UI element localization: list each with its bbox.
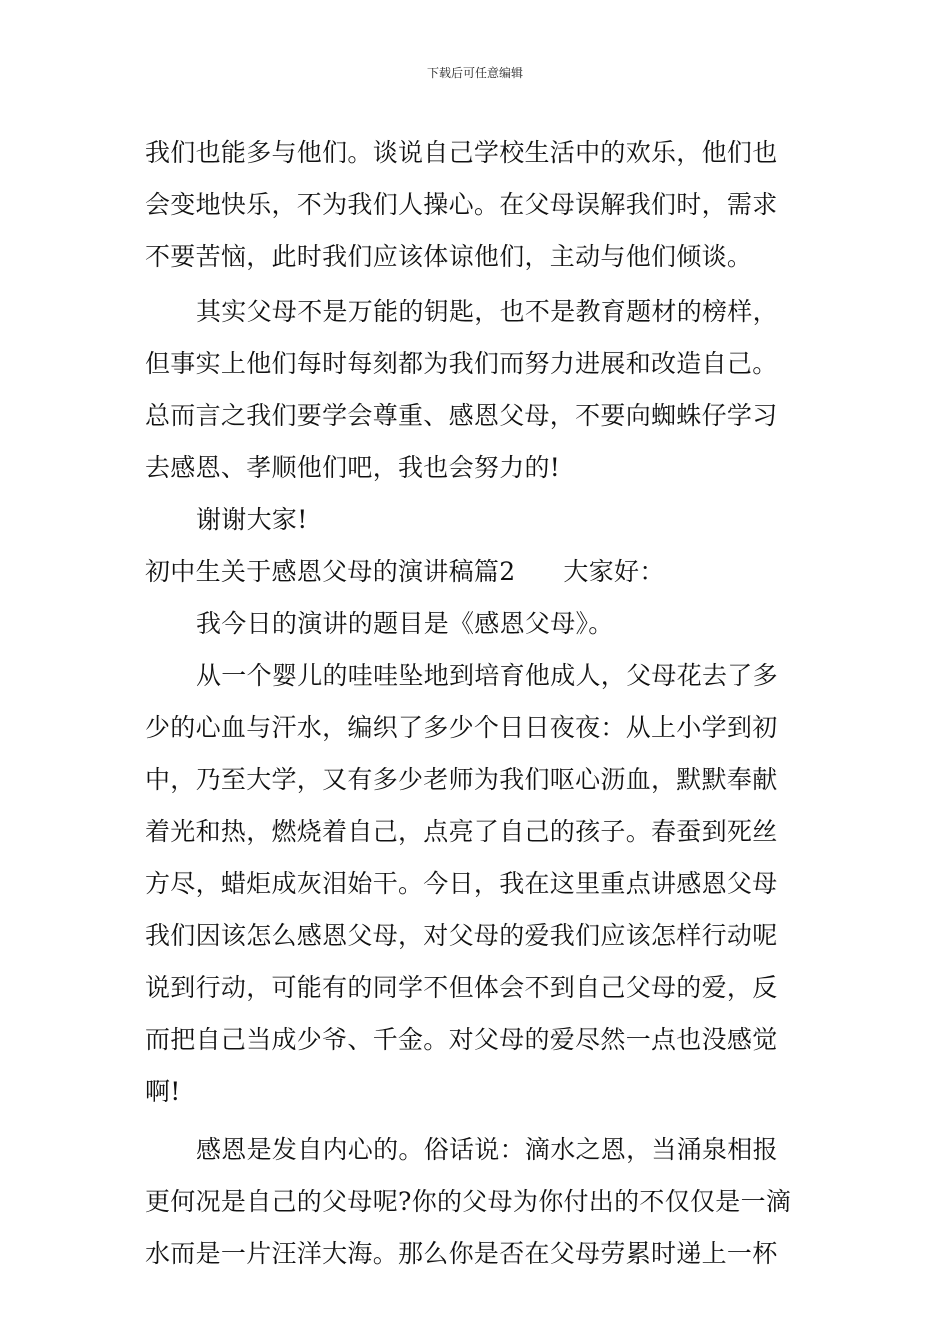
paragraph-first-line: 从一个婴儿的哇哇坠地到培育他成人，父母花去了多: [196, 661, 778, 690]
section-title: 初中生关于感恩父母的演讲稿篇2: [145, 557, 516, 586]
closing-thanks: 谢谢大家!: [196, 505, 308, 534]
text-line: 更何况是自己的父母呢?你的父母为你付出的不仅仅是一滴: [145, 1187, 792, 1216]
text-line: 中，乃至大学，又有多少老师为我们呕心沥血，默默奉献: [145, 765, 778, 794]
paragraph-first-line: 我今日的演讲的题目是《感恩父母》。: [196, 609, 614, 638]
text-line: 说到行动，可能有的同学不但体会不到自己父母的爱，反: [145, 973, 778, 1002]
text-line: 我们因该怎么感恩父母，对父母的爱我们应该怎样行动呢: [145, 921, 778, 950]
text-line: 不要苦恼，此时我们应该体谅他们，主动与他们倾谈。: [145, 242, 753, 271]
text-line: 总而言之我们要学会尊重、感恩父母，不要向蜘蛛仔学习: [145, 401, 778, 430]
paragraph-first-line: 感恩是发自内心的。俗话说：滴水之恩，当涌泉相报: [196, 1135, 778, 1164]
section-title-line: [145, 546, 810, 598]
greeting: 大家好：: [563, 557, 665, 586]
text-line: 少的心血与汗水，编织了多少个日日夜夜：从上小学到初: [145, 713, 778, 742]
text-line: 方尽，蜡炬成灰泪始干。今日，我在这里重点讲感恩父母: [145, 869, 778, 898]
document-body: [145, 127, 810, 1280]
paragraph-first-line: 其实父母不是万能的钥匙，也不是教育题材的榜样，: [196, 297, 778, 326]
text-line: 去感恩、孝顺他们吧，我也会努力的!: [145, 453, 561, 482]
page-header-note: 下载后可任意编辑: [426, 66, 523, 80]
text-line: 而把自己当成少爷、千金。对父母的爱尽然一点也没感觉: [145, 1025, 778, 1054]
text-line: 啊!: [145, 1077, 181, 1106]
text-line: 但事实上他们每时每刻都为我们而努力进展和改造自己。: [145, 349, 778, 378]
text-line: 水而是一片汪洋大海。那么你是否在父母劳累时递上一杯: [145, 1239, 778, 1268]
text-line: 着光和热，燃烧着自己，点亮了自己的孩子。春蚕到死丝: [145, 817, 778, 846]
text-line: 会变地快乐，不为我们人操心。在父母误解我们时，需求: [145, 190, 778, 219]
text-line: 我们也能多与他们。谈说自己学校生活中的欢乐，他们也: [145, 138, 778, 167]
